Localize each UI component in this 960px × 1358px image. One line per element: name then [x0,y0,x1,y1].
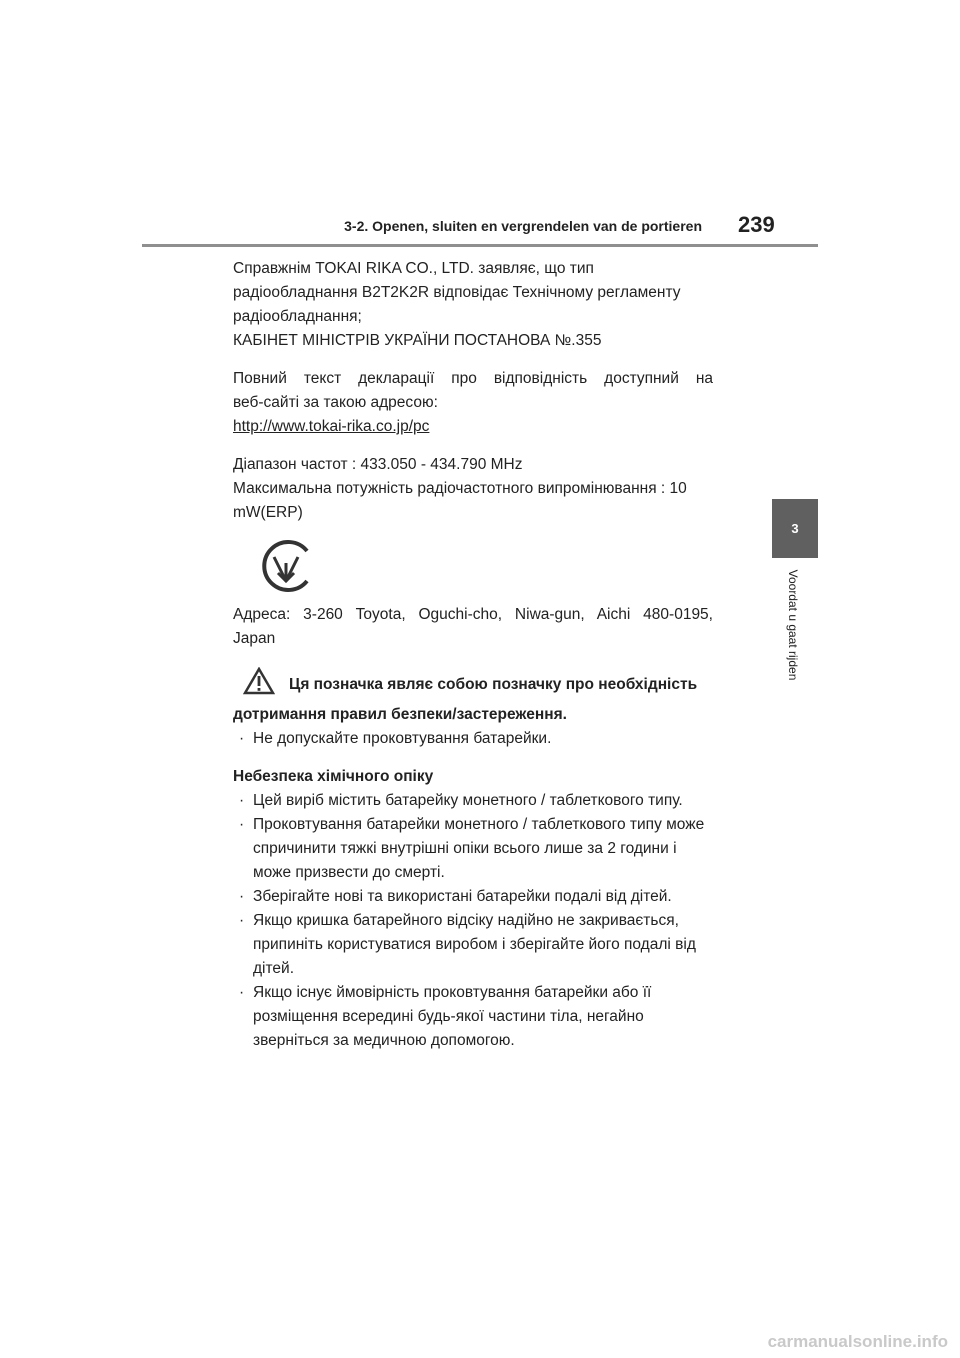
warning-title-cont: дотримання правил безпеки/застереження. [233,706,567,723]
footer-watermark: carmanualsonline.info [767,1332,948,1351]
chemical-heading: Небезпека хімічного опіку [233,768,434,785]
page-content [233,257,713,1053]
conformity-mark-icon [257,537,713,603]
max-power-line: Максимальна потужність радіочастотного випромінювання : 10 [233,480,687,497]
intro-line: радіообладнання; [233,308,362,325]
max-power-line: mW(ERP) [233,504,303,521]
intro-line: Справжнім TOKAI RIKA CO., LTD. заявляє, що тип [233,260,594,277]
address-line: Адреса: 3-260 Toyota, Oguchi-cho, Niwa-gun, Aichi 480-0195, [233,606,713,623]
chemical-bullet: · Якщо кришка батарейного відсіку надійно не закривається, припиніть користуватися виробом і зберігайте його подалі від дітей. [239,912,696,977]
intro-line: КАБІНЕТ МІНІСТРІВ УКРАЇНИ ПОСТАНОВА №.355 [233,332,602,349]
chapter-tab [772,499,818,558]
chapter-number: 3 [791,521,799,536]
page-number: 239 [738,212,775,237]
chemical-bullet: · Зберігайте нові та використані батарейки подалі від дітей. [239,888,672,905]
warning-bullet: · Не допускайте проковтування батарейки. [239,730,552,747]
chemical-bullet: · Цей виріб містить батарейку монетного / таблеткового типу. [239,792,683,809]
declaration-link[interactable]: http://www.tokai-rika.co.jp/pc [233,418,430,435]
header-rule [142,244,818,247]
chemical-bullet: · Якщо існує ймовірність проковтування батарейки або її розміщення всередині будь-якої частини тіла, негайно зверніться за медичною допомогою. [239,984,652,1049]
fulltext-line: веб-сайті за такою адресою: [233,394,438,411]
warning-title: Ця позначка являє собою позначку про необхідність [289,676,698,693]
address-line: Japan [233,630,276,647]
frequency-range: Діапазон частот : 433.050 - 434.790 MHz [233,456,523,473]
warning-triangle-icon [243,667,275,703]
chapter-side-label: Voordat u gaat rijden [786,569,800,681]
chemical-bullet: · Проковтування батарейки монетного / таблеткового типу може спричинити тяжкі внутрішні опіки всього лише за 2 години і може призвести до смерті. [239,816,705,881]
header-title: 3-2. Openen, sluiten en vergrendelen van de portieren [344,218,702,234]
fulltext-line: Повний текст декларації про відповідність доступний на [233,370,713,387]
intro-line: радіообладнання B2T2K2R відповідає Технічному регламенту [233,284,681,301]
